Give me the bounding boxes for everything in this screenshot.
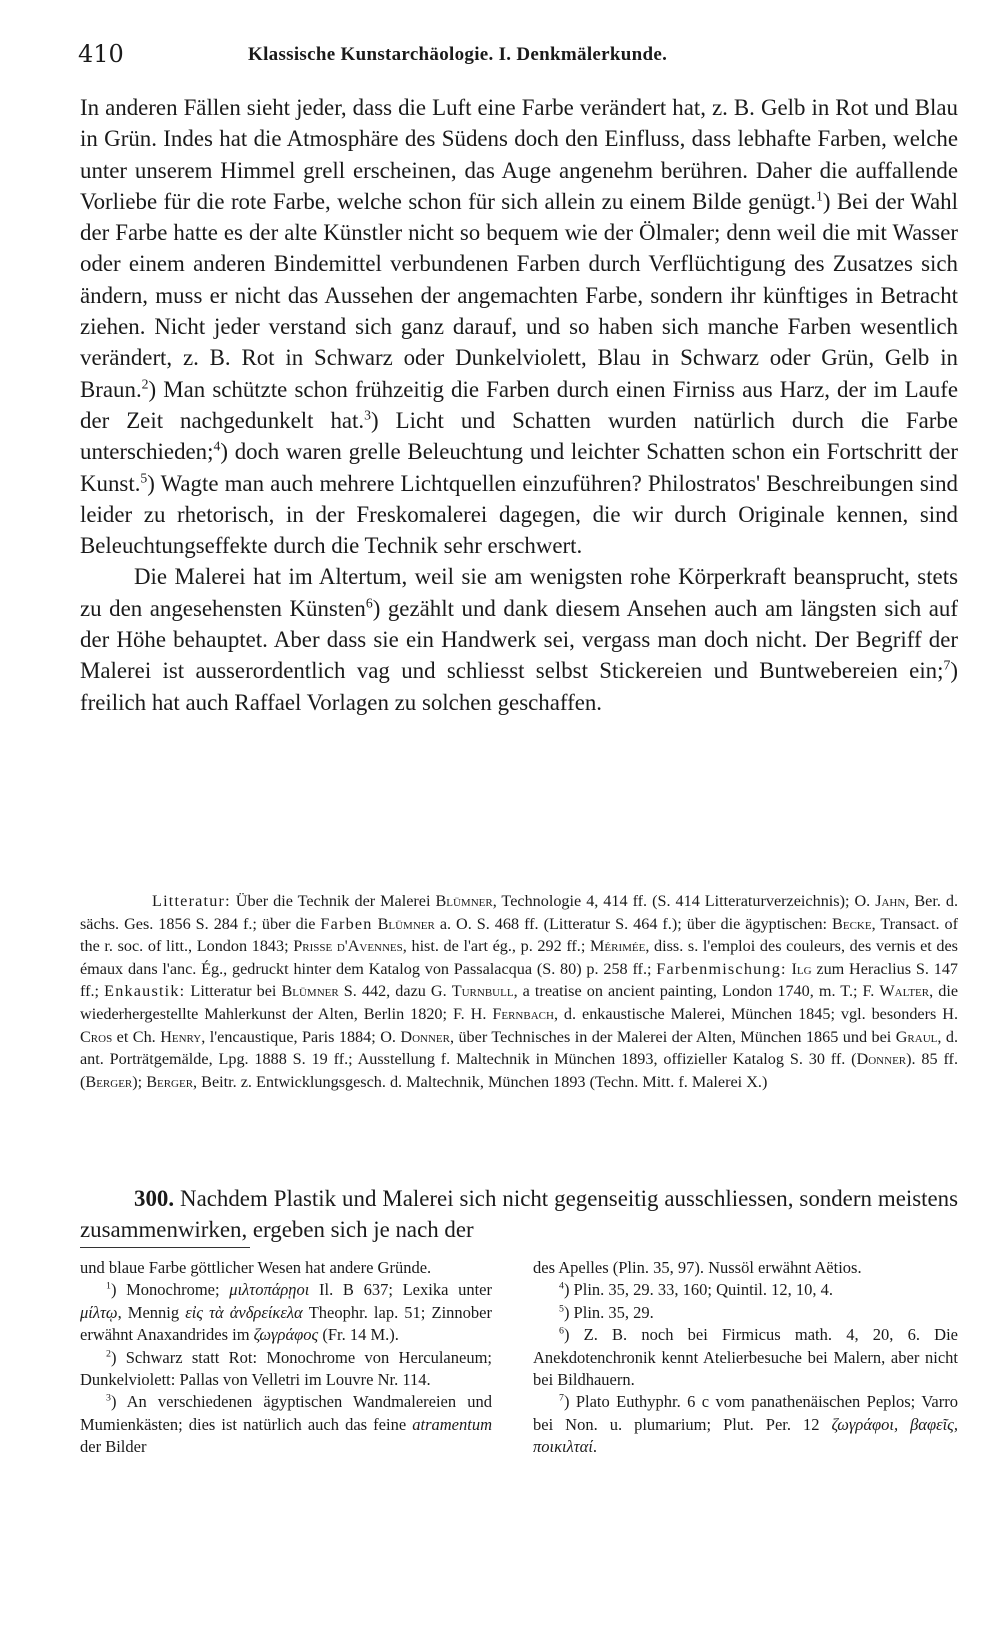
text-run: a. O. S. 468 ff. (Litteratur S. 464 f.); über die ägyptischen: (434, 914, 833, 933)
section-300 (80, 1183, 958, 1246)
text-run: , Mennig (117, 1302, 186, 1322)
literature-paragraph (80, 890, 958, 1093)
section-text: Nachdem Plastik und Malerei sich nicht gegenseitig ausschliessen, sondern meistens zusammenwirken, ergeben sich je nach der (80, 1186, 958, 1243)
text-run: , über Technisches in der Malerei der Alten, München 1865 und bei (449, 1027, 896, 1046)
text-run: ) Bei der Wahl der Farbe hatte es der alte Künstler nicht so bequem wie der Ölmaler; denn weil die mit Wasser oder einem anderen Bindemittel verbundenen Farben durch Verflüchtigung des Zusatzes sich ändern, muss er nicht das Aussehen der angemachten Farbe, sondern ihr künftiges in Betracht ziehen. Nicht jeder verstand sich ganz darauf, und so haben sich manche Farben wesentlich verändert, z. B. Rot in Schwarz oder Dunkelviolett, Blau in Schwarz oder Grün, Gelb in Braun. (80, 188, 958, 402)
text-run: ) Schwarz statt Rot: Monochrome von Herculaneum; Dunkelviolett: Pallas von Velletri im Louvre Nr. 114. (80, 1347, 492, 1390)
text-run: Litteratur bei (185, 982, 282, 1001)
author-name: Donner (400, 1027, 450, 1046)
keyword: Enkaustik: (104, 982, 186, 1001)
author-name: Donner (856, 1050, 907, 1069)
footnote-4 (533, 1279, 958, 1301)
author-name: Henry (160, 1027, 202, 1046)
text-run: ) doch waren grelle Beleuchtung und leichter Schatten schon ein Fortschritt der Kunst. (80, 439, 958, 496)
text-run: S. 442, dazu G. (338, 982, 452, 1001)
footnote-ref[interactable]: 5 (140, 469, 148, 485)
text-run: ) gezählt und dank diesem Ansehen auch am längsten sich auf der Höhe behauptet. Aber dass sie ein Handwerk sei, vergass man doch nicht. Der Begriff der Malerei ist ausserordentlich vag und schliesst selbst Stickereien und Buntwebereien ein; (80, 595, 958, 684)
text-run: ) freilich hat auch Raffael Vorlagen zu solchen geschaffen. (80, 658, 958, 715)
footnote-ref[interactable]: 4 (213, 438, 221, 454)
keyword: Farben (320, 914, 373, 933)
greek-term: ζωγράφοι, βαφεῖς, ποικιλταί (533, 1414, 959, 1457)
author-name: Becke (832, 914, 872, 933)
text-run: , d. ant. Porträtgemälde, Lpg. 1888 S. 19 ff.; Ausstellung f. Maltechnik in München 1893, offizieller Katalog S. 30 ff. ( (80, 1027, 959, 1069)
footnote-mark: 4 (559, 1280, 564, 1292)
text-run: zum Heraclius S. 147 ff.; (80, 959, 959, 1001)
author-name: Mérimée (590, 937, 646, 956)
text-run: In anderen Fällen sieht jeder, dass die Luft eine Farbe verändert hat, z. B. Gelb in Rot und Blau in Grün. Indes hat die Atmosphäre des Südens doch den Einfluss, dass lebhafte Farben, welche unter unserem Himmel grell erscheinen, das Auge angenehm berühren. Daher die auffallende Vorliebe für die rote Farbe, welche schon für sich allein zu einem Bilde genügt. (80, 95, 958, 214)
text-run: , l'encaustique, Paris 1884; O. (201, 1027, 401, 1046)
text-run: ) An verschiedenen ägyptischen Wandmalereien und Mumienkästen; dies ist natürlich auch das feine (80, 1392, 492, 1434)
text-run: . (592, 1437, 598, 1457)
footnote-ref[interactable]: 1 (816, 188, 823, 204)
text-run: ) Monochrome; (110, 1280, 230, 1300)
text-run: , hist. de l'art ég., p. 292 ff.; (402, 937, 590, 956)
latin-term: atramentum (412, 1414, 492, 1434)
text-run: ) Plato Euthyphr. 6 c vom panathenäischen Peplos; Varro bei Non. u. plumarium; Plut. Per. 12 (533, 1392, 958, 1434)
footnote-7 (533, 1391, 958, 1458)
text-run: , Beitr. z. Entwicklungsgesch. d. Maltechnik, München 1893 (Techn. Mitt. f. Malerei X.) (193, 1072, 768, 1091)
footnotes-right-column (533, 1257, 958, 1459)
footnote-ref[interactable]: 7 (943, 657, 951, 673)
page-number: 410 (78, 40, 124, 68)
author-name: Berger (146, 1072, 194, 1091)
text-run: ) Plin. 35, 29. 33, 160; Quintil. 12, 10, 4. (563, 1280, 833, 1300)
footnote-mark: 3 (106, 1392, 111, 1404)
literature-note (80, 890, 958, 1093)
keyword: Farbenmischung: (656, 959, 787, 978)
footnote-mark: 6 (559, 1325, 564, 1337)
literature-label: Litteratur: (152, 892, 231, 910)
author-name: Blümner (377, 914, 435, 933)
text-run: ) Wagte man auch mehrere Lichtquellen einzuführen? Philostratos' Beschreibungen sind leider zu rhetorisch, in der Freskomalerei dagegen, die wir durch Originale kennen, sind Beleuchtungseffekte durch die Technik sehr erschwert. (80, 470, 958, 559)
text-run: , Transact. of the r. soc. of litt., London 1843; (80, 914, 958, 956)
text-run: Theophr. lap. 51; Zinnober erwähnt Anaxandrides im (80, 1302, 492, 1345)
text-run: ) Plin. 35, 29. (563, 1302, 654, 1322)
author-name: Ilg (791, 959, 812, 978)
author-name: Graul (895, 1027, 938, 1046)
author-name: Walter (879, 982, 930, 1001)
text-run: , diss. s. l'emploi des couleurs, des vernis et des émaux dans l'anc. Ég., gedruckt hinter dem Katalog von Passalacqua (S. 80) p. 258 ff.; (80, 937, 958, 978)
text-run: Die Malerei hat im Altertum, weil sie am wenigsten rohe Körperkraft beansprucht, stets zu den angesehensten Künsten (80, 564, 958, 621)
author-name: Prisse d'Avennes (293, 937, 403, 956)
text-run: , Ber. d. sächs. Ges. 1856 S. 284 f.; über die (80, 892, 958, 933)
text-run: , Technologie 4, 414 ff. (S. 414 Litteraturverzeichnis); O. (492, 892, 876, 910)
footnote-ref[interactable]: 6 (365, 595, 373, 611)
text-run: Über die Technik der Malerei (230, 892, 436, 910)
text-run: et Ch. (112, 1027, 161, 1046)
page-header (78, 36, 958, 76)
footnote-6 (533, 1324, 958, 1391)
footnote-ref[interactable]: 2 (141, 376, 149, 392)
paragraph (80, 92, 958, 561)
footnote-rule (80, 1247, 250, 1248)
running-head: Klassische Kunstarchäologie. I. Denkmälerkunde. (248, 44, 668, 65)
text-run: ). 85 ff. ( (80, 1050, 958, 1091)
author-name: Jahn (875, 892, 906, 910)
author-name: Berger (85, 1072, 133, 1091)
text-run: , a treatise on ancient painting, London 1740, m. T.; F. (513, 982, 880, 1001)
footnote-1 (80, 1279, 492, 1346)
text-run: und blaue Farbe göttlicher Wesen hat andere Gründe. (80, 1258, 432, 1277)
text-run: ) Z. B. noch bei Firmicus math. 4, 20, 6. Die Anekdotenchronik kennt Atelierbesuche bei Malern, aber nicht bei Bildhauern. (533, 1325, 958, 1390)
author-name: Turnbull (451, 982, 514, 1001)
section-number: 300. (134, 1186, 175, 1211)
author-name: Blümner (435, 892, 493, 910)
text-run: des Apelles (Plin. 35, 97). Nussöl erwähnt Aëtios. (533, 1258, 862, 1277)
footnote-mark: 1 (106, 1280, 111, 1292)
footnote-2 (80, 1347, 492, 1392)
text-run: ) Licht und Schatten wurden natürlich durch die Farbe unterschieden; (80, 407, 958, 465)
text-run: ); (132, 1072, 147, 1091)
footnote-mark: 7 (559, 1392, 564, 1404)
greek-term: εἰς τὰ ἀνδρείκελα (185, 1302, 303, 1322)
footnote-5 (533, 1302, 958, 1324)
footnote-mark: 5 (559, 1303, 564, 1315)
author-name: Fernbach (492, 1004, 554, 1023)
text-run: der Bilder (80, 1437, 147, 1457)
paragraph (80, 561, 958, 717)
greek-term: μίλτῳ (80, 1302, 118, 1322)
text-run: Il. B 637; Lexika unter (309, 1280, 492, 1300)
footnotes-left-column (80, 1257, 492, 1459)
footnote-ref[interactable]: 3 (364, 407, 372, 423)
footnote-mark: 2 (106, 1348, 111, 1360)
author-name: Cros (80, 1027, 113, 1046)
greek-term: μιλτοπάρῃοι (229, 1280, 310, 1300)
text-run: , die wiederhergestellte Mahlerkunst der Alten, Berlin 1820; F. H. (80, 982, 958, 1023)
author-name: Blümner (281, 982, 339, 1001)
footnote-continuation (533, 1257, 958, 1279)
text-run: ) Man schützte schon frühzeitig die Farben durch einen Firniss aus Harz, der im Laufe der Zeit nachgedunkelt hat. (80, 376, 958, 433)
greek-term: ζωγράφος (253, 1325, 319, 1345)
footnote-3 (80, 1391, 492, 1458)
text-run: , d. enkaustische Malerei, München 1845; vgl. besonders H. (553, 1004, 958, 1023)
main-text (80, 92, 958, 718)
text-run: (Fr. 14 M.). (318, 1325, 399, 1345)
footnote-continuation (80, 1257, 492, 1279)
